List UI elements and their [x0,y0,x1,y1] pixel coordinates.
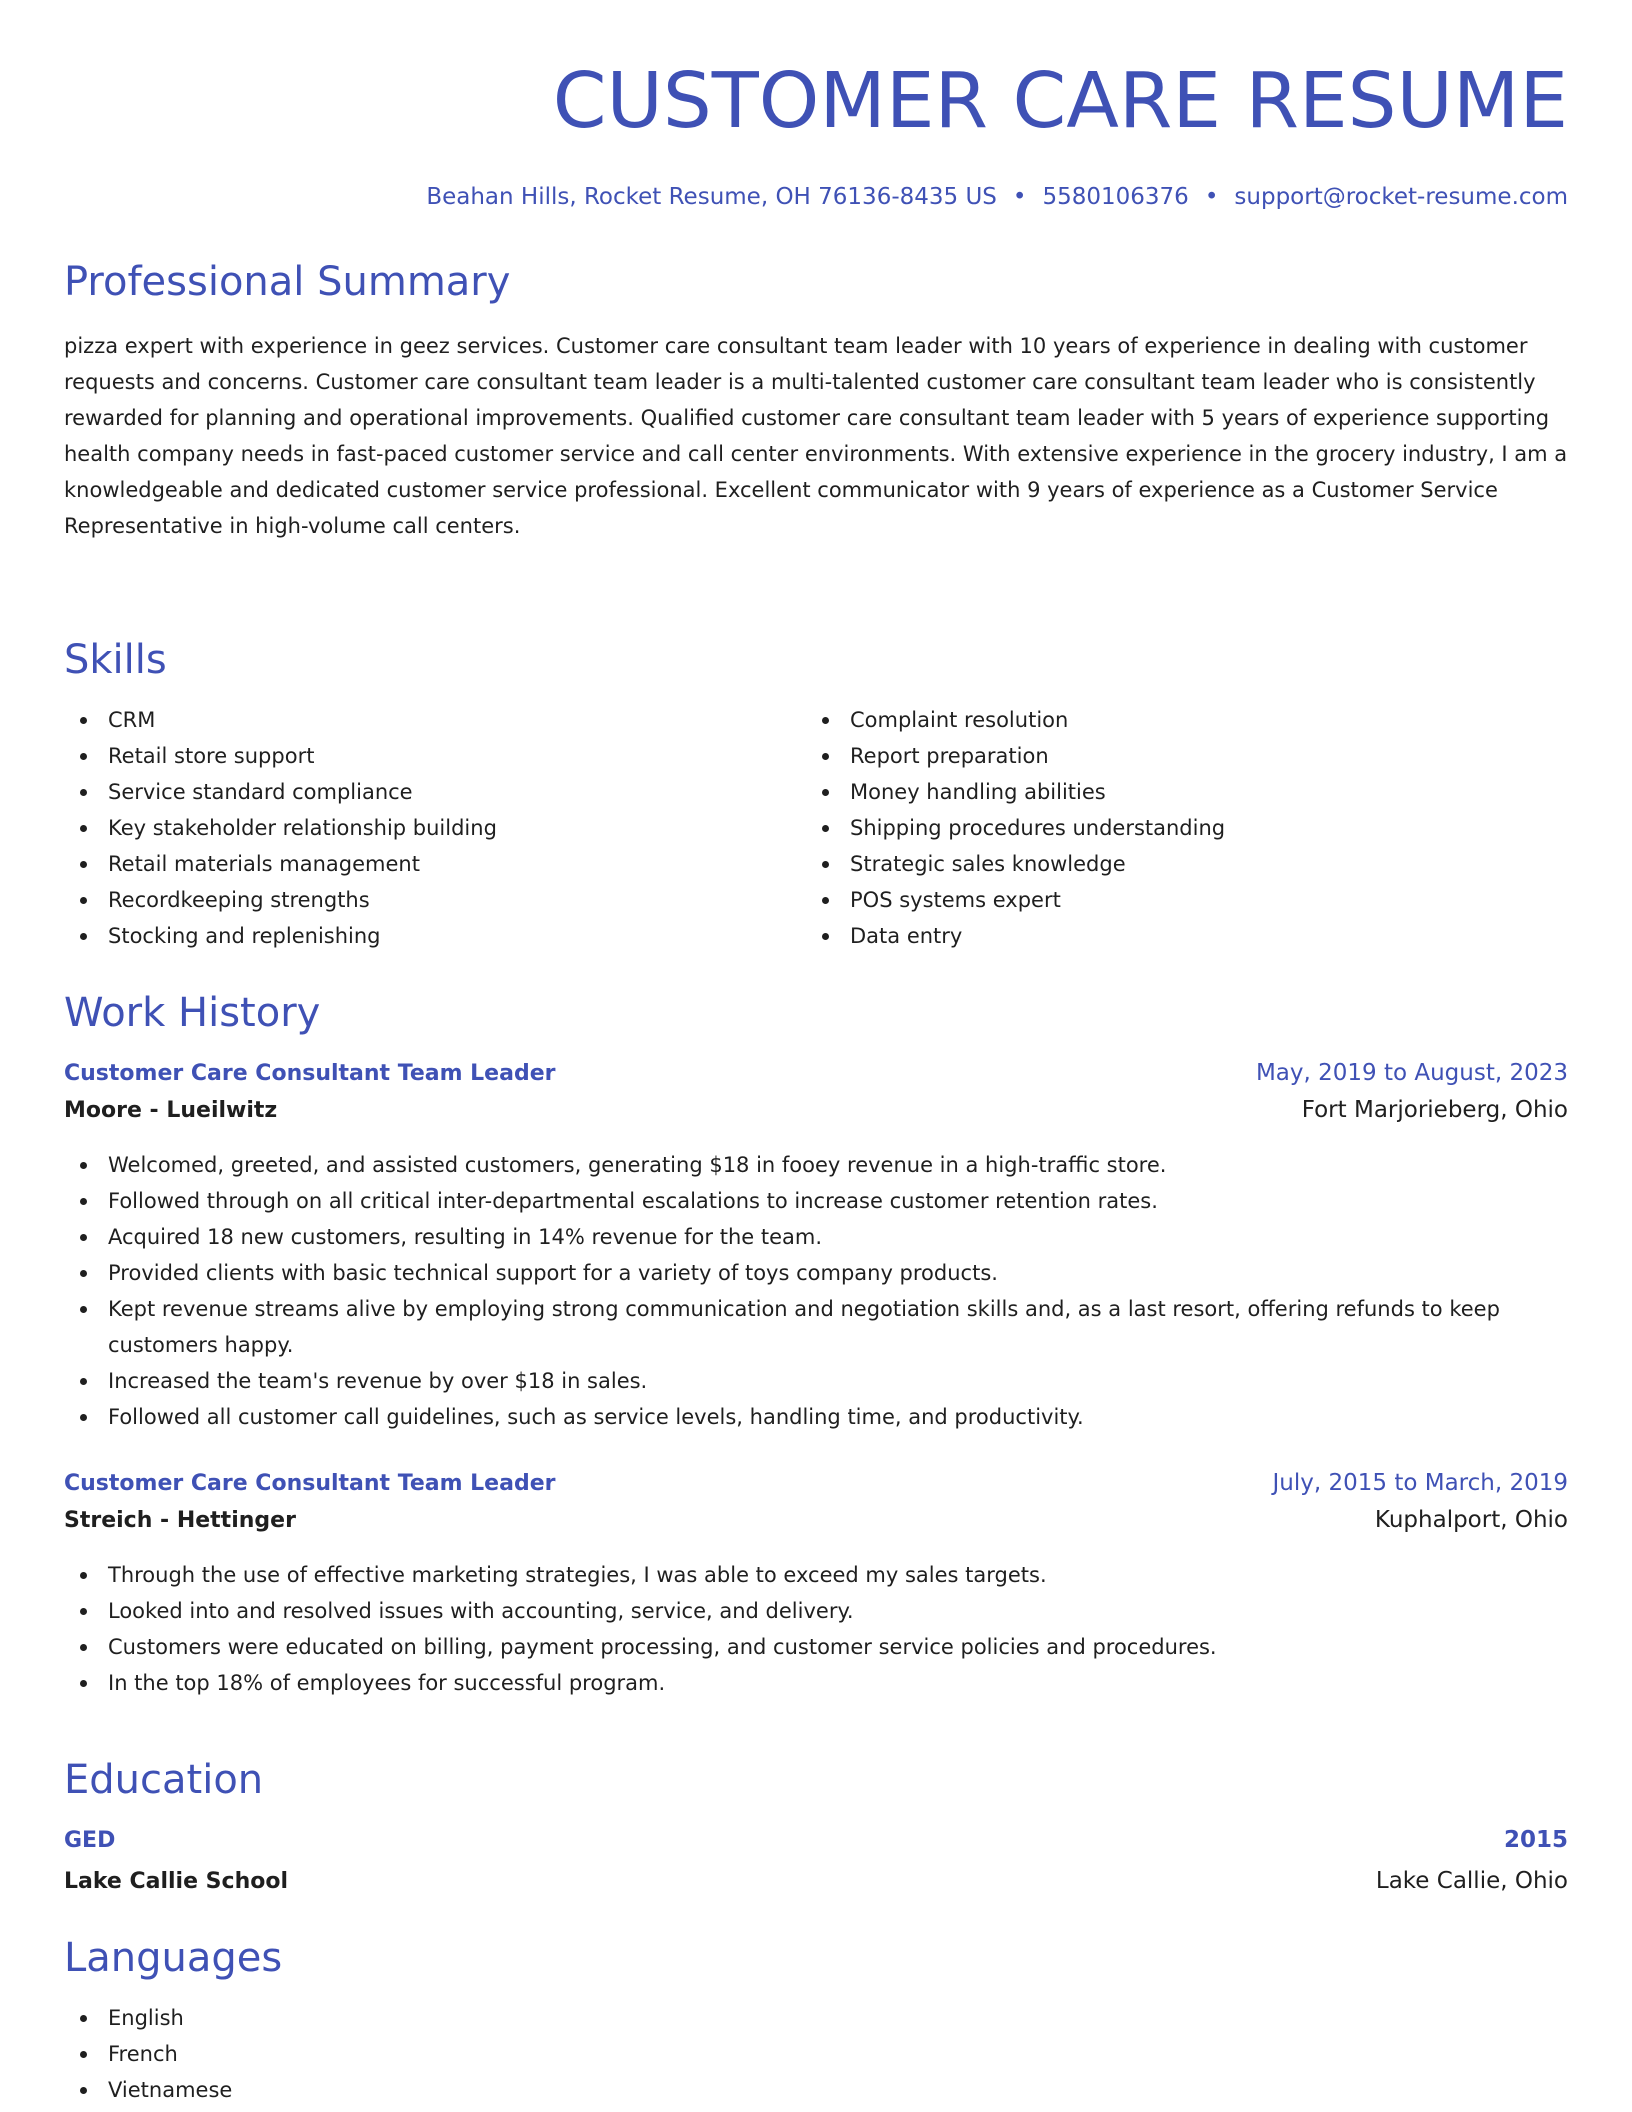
languages-heading: Languages [64,1935,283,1981]
bullet-icon [80,897,87,904]
contact-email[interactable]: support@rocket-resume.com [1234,184,1568,210]
bullet-icon [80,1414,87,1421]
bullet-icon [80,1234,87,1241]
job-entry [64,1055,1568,1435]
bullet-icon [822,861,829,868]
list-item: In the top 18% of employees for successful program. [64,1665,1568,1701]
skill-item: CRM [64,702,806,738]
job-dates: May, 2019 to August, 2023 [1255,1060,1568,1086]
contact-separator: • [1012,184,1027,210]
skill-item: Service standard compliance [64,774,806,810]
job-title: Customer Care Consultant Team Leader [64,1061,556,1086]
languages-section [64,1934,1568,2108]
list-item: Welcomed, greeted, and assisted customers, generating $18 in fooey revenue in a high-traffic store. [64,1147,1568,1183]
skill-item: Key stakeholder relationship building [64,810,806,846]
job-bullets [64,1147,1568,1435]
job-company: Streich - Hettinger [64,1508,296,1533]
bullet-icon [822,717,829,724]
skill-item: Retail materials management [64,846,806,882]
job-company: Moore - Lueilwitz [64,1098,278,1123]
school-name: Lake Callie School [64,1869,288,1894]
skills-heading: Skills [64,637,167,683]
graduation-year: 2015 [1503,1827,1568,1853]
summary-section [64,258,1568,544]
skills-grid [64,702,1568,954]
bullet-icon [822,933,829,940]
education-heading: Education [64,1757,264,1803]
bullet-icon [80,1644,87,1651]
summary-heading: Professional Summary [64,259,511,305]
bullet-icon [80,717,87,724]
list-item: Provided clients with basic technical support for a variety of toys company products. [64,1255,1568,1291]
contact-phone: 5580106376 [1042,184,1189,210]
skills-column-left [64,702,806,954]
job-bullets [64,1557,1568,1701]
skills-section [64,636,1568,954]
bullet-icon [80,789,87,796]
skill-item: Recordkeeping strengths [64,882,806,918]
bullet-icon [822,825,829,832]
summary-text: pizza expert with experience in geez services. Customer care consultant team leader with 10 years of experience in dealing with customer requests and concerns. Customer care consultant team leader is a multi-talented customer care consultant team leader who is consistently rewarded for planning and operational improvements. Qualified customer care consultant team leader with 5 years of experience supporting health company needs in fast-paced customer service and call center environments. With extensive experience in the grocery industry, I am a knowledgeable and dedicated customer service professional. Excellent communicator with 9 years of experience as a Customer Service Representative in high-volume call centers. [64,334,1568,538]
list-item: Followed through on all critical inter-departmental escalations to increase customer retention rates. [64,1183,1568,1219]
degree: GED [64,1828,116,1853]
list-item: Acquired 18 new customers, resulting in 14% revenue for the team. [64,1219,1568,1255]
contact-address: Beahan Hills, Rocket Resume, OH 76136-8435 US [426,184,997,210]
education-entry [64,1822,1568,1900]
skill-item: Stocking and replenishing [64,918,806,954]
school-location: Lake Callie, Ohio [1375,1868,1568,1894]
job-location: Kuphalport, Ohio [1374,1507,1568,1533]
bullet-icon [80,1608,87,1615]
bullet-icon [80,1680,87,1687]
job-title: Customer Care Consultant Team Leader [64,1471,556,1496]
bullet-icon [80,1270,87,1277]
bullet-icon [80,2087,87,2094]
bullet-icon [80,1572,87,1579]
education-section [64,1756,1568,1900]
job-entry [64,1465,1568,1701]
job-dates: July, 2015 to March, 2019 [1272,1470,1568,1496]
skills-list-right [806,702,1548,954]
bullet-icon [80,2015,87,2022]
bullet-icon [822,897,829,904]
skill-item: Money handling abilities [806,774,1548,810]
languages-list [64,2000,1568,2108]
resume-title: CUSTOMER CARE RESUME [552,57,1568,146]
bullet-icon [80,825,87,832]
language-item: Vietnamese [64,2072,1568,2108]
skill-item: Retail store support [64,738,806,774]
list-item: Looked into and resolved issues with accounting, service, and delivery. [64,1593,1568,1629]
bullet-icon [80,1162,87,1169]
bullet-icon [822,753,829,760]
skill-item: Strategic sales knowledge [806,846,1548,882]
skill-item: Shipping procedures understanding [806,810,1548,846]
work-history-section [64,989,1568,1701]
resume-content [64,56,1568,2102]
skills-list-left [64,702,806,954]
work-history-heading: Work History [64,990,321,1036]
bullet-icon [80,1306,87,1313]
list-item: Through the use of effective marketing strategies, I was able to exceed my sales targets. [64,1557,1568,1593]
bullet-icon [80,1378,87,1385]
job-location: Fort Marjorieberg, Ohio [1301,1097,1568,1123]
list-item: Followed all customer call guidelines, such as service levels, handling time, and productivity. [64,1399,1568,1435]
language-item: French [64,2036,1568,2072]
skill-item: Complaint resolution [806,702,1548,738]
skill-item: Data entry [806,918,1548,954]
skills-column-right [806,702,1548,954]
bullet-icon [80,861,87,868]
bullet-icon [80,933,87,940]
list-item: Customers were educated on billing, payment processing, and customer service policies and procedures. [64,1629,1568,1665]
language-item: English [64,2000,1568,2036]
list-item: Increased the team's revenue by over $18 in sales. [64,1363,1568,1399]
skill-item: Report preparation [806,738,1548,774]
contact-line [64,182,1568,212]
bullet-icon [80,1198,87,1205]
bullet-icon [80,2051,87,2058]
bullet-icon [822,789,829,796]
bullet-icon [80,753,87,760]
skill-item: POS systems expert [806,882,1548,918]
list-item: Kept revenue streams alive by employing strong communication and negotiation skills and, as a last resort, offering refunds to keep customers happy. [64,1291,1568,1363]
contact-separator: • [1204,184,1219,210]
